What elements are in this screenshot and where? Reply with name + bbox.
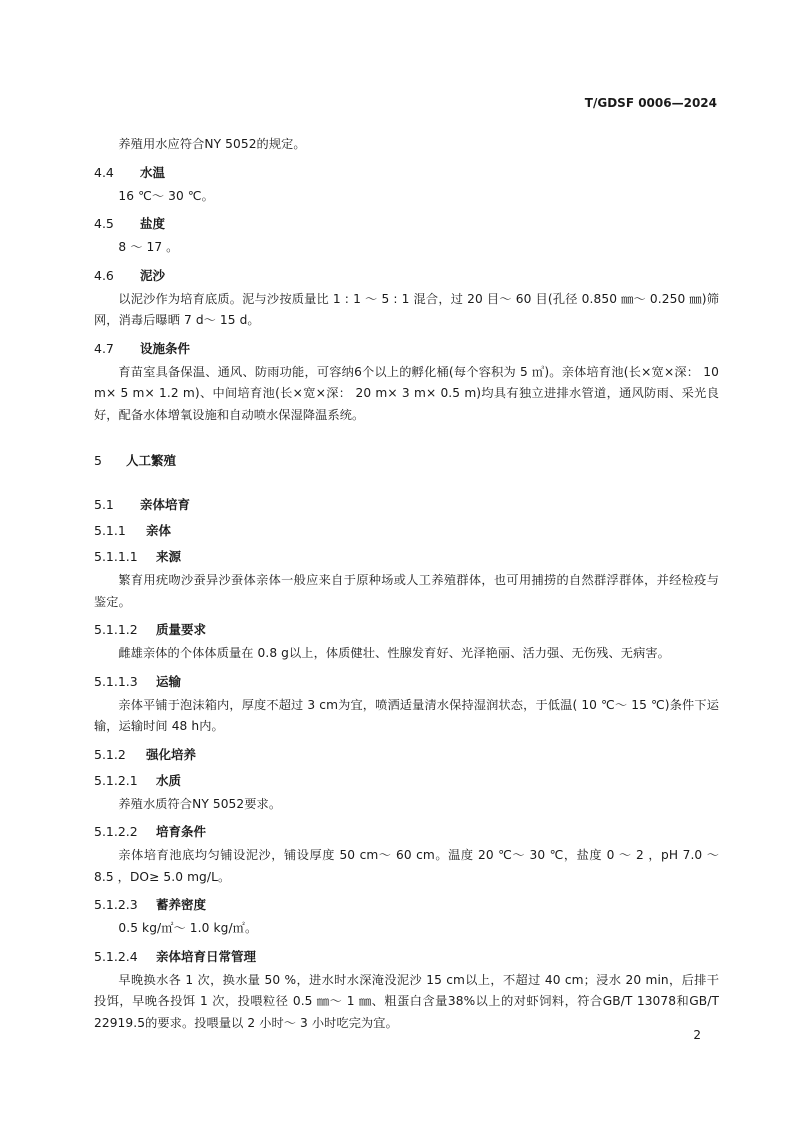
section-heading	[94, 948, 719, 966]
section-number: 5.1.2.1	[94, 772, 138, 788]
section-title: 蓄养密度	[156, 897, 207, 912]
section-heading	[94, 896, 719, 914]
section-number: 4.7	[94, 340, 114, 356]
section-title: 亲体培育	[140, 497, 191, 512]
paragraph: 雌雄亲体的个体体质量在 0.8 g以上，体质健壮、性腺发育好、光泽艳丽、活力强、无伤残、无病害。	[118, 646, 670, 660]
page-number: 2	[693, 1028, 701, 1042]
section-title: 泥沙	[140, 267, 166, 283]
section-number: 4.6	[94, 267, 114, 283]
section-number: 5.1.2	[94, 746, 126, 762]
paragraph: 繁育用疣吻沙蚕异沙蚕体亲体一般应来自于原种场或人工养殖群体，也可用捕捞的自然群浮群体，并经检疫与鉴定。	[94, 573, 719, 609]
paragraph: 亲体平铺于泡沫箱内，厚度不超过 3 cm为宜，喷洒适量清水保持湿润状态，于低温( 10 ℃～ 15 ℃)条件下运输，运输时间 48 h内。	[94, 697, 719, 733]
section-number: 4.5	[94, 216, 114, 231]
section-number: 5.1.2.4	[94, 948, 138, 964]
section-title: 水温	[140, 164, 166, 180]
section-heading	[94, 267, 719, 285]
section-heading	[94, 522, 719, 540]
paragraph: 8 ～ 17 。	[118, 240, 179, 254]
document-body	[94, 130, 719, 1034]
section-title: 培育条件	[156, 824, 207, 839]
section-heading	[94, 164, 719, 182]
section-heading	[94, 452, 719, 470]
section-title: 人工繁殖	[126, 453, 177, 468]
spacer	[94, 426, 719, 444]
section-heading	[94, 215, 719, 233]
section-number: 5.1	[94, 497, 114, 512]
section-heading	[94, 746, 719, 764]
paragraph: 养殖水质符合NY 5052要求。	[118, 796, 282, 811]
section-heading	[94, 772, 719, 790]
section-number: 5.1.1.1	[94, 549, 138, 564]
document-id: T/GDSF 0006—2024	[584, 96, 717, 110]
section-number: 5.1.2.3	[94, 897, 138, 912]
section-number: 5.1.1	[94, 523, 126, 538]
section-number: 5.1.1.3	[94, 673, 138, 689]
section-title: 亲体	[146, 523, 172, 538]
section-number: 4.4	[94, 164, 114, 180]
paragraph: 养殖用水应符合NY 5052的规定。	[118, 137, 306, 151]
section-title: 盐度	[140, 216, 166, 231]
section-heading	[94, 548, 719, 566]
section-title: 强化培养	[146, 746, 197, 762]
section-heading	[94, 621, 719, 639]
section-number: 5.1.2.2	[94, 824, 138, 839]
paragraph: 以泥沙作为培育底质。泥与沙按质量比 1 : 1 ～ 5 : 1 混合，过 20 目～ 60 目(孔径 0.850 ㎜～ 0.250 ㎜)筛网，消毒后曝晒 7 d～ 15 d。	[94, 291, 719, 327]
section-title: 质量要求	[156, 622, 207, 637]
section-title: 来源	[156, 549, 182, 564]
paragraph: 0.5 kg/㎡～ 1.0 kg/㎡。	[118, 921, 258, 935]
section-heading	[94, 673, 719, 691]
section-title: 设施条件	[140, 340, 191, 356]
section-number: 5.1.1.2	[94, 622, 138, 637]
section-heading	[94, 340, 719, 358]
paragraph: 16 ℃～ 30 ℃。	[118, 188, 214, 203]
section-title: 亲体培育日常管理	[156, 948, 257, 964]
paragraph: 育苗室具备保温、通风、防雨功能，可容纳6个以上的孵化桶(每个容积为 5 ㎥)。亲体培育池(长×宽×深： 10 m× 5 m× 1.2 m)、中间培育池(长×宽×深： 20 m× 3 m× 0.5 m)均具有独立进排水管道，通风防雨、采光良好，配备水体增氧设施和自动喷水保湿降温系统。	[94, 364, 719, 422]
paragraph: 早晚换水各 1 次，换水量 50 %，进水时水深淹没泥沙 15 cm以上，不超过 40 cm；浸水 20 min，后排干投饵，早晚各投饵 1 次，投喂粒径 0.5 ㎜～ 1 ㎜、粗蛋白含量38%以上的对虾饲料，符合GB/T 13078和GB/T 22919.5的要求。投喂量以 2 小时～ 3 小时吃完为宜。	[94, 972, 719, 1030]
section-number: 5	[94, 453, 102, 468]
paragraph: 亲体培育池底均匀铺设泥沙，铺设厚度 50 cm～ 60 cm。温度 20 ℃～ 30 ℃，盐度 0 ～ 2 ，pH 7.0 ～ 8.5 ，DO≥ 5.0 mg/L。	[94, 848, 719, 884]
section-title: 水质	[156, 772, 182, 788]
spacer	[94, 470, 719, 488]
section-heading	[94, 823, 719, 841]
section-heading	[94, 496, 719, 514]
section-title: 运输	[156, 673, 182, 689]
